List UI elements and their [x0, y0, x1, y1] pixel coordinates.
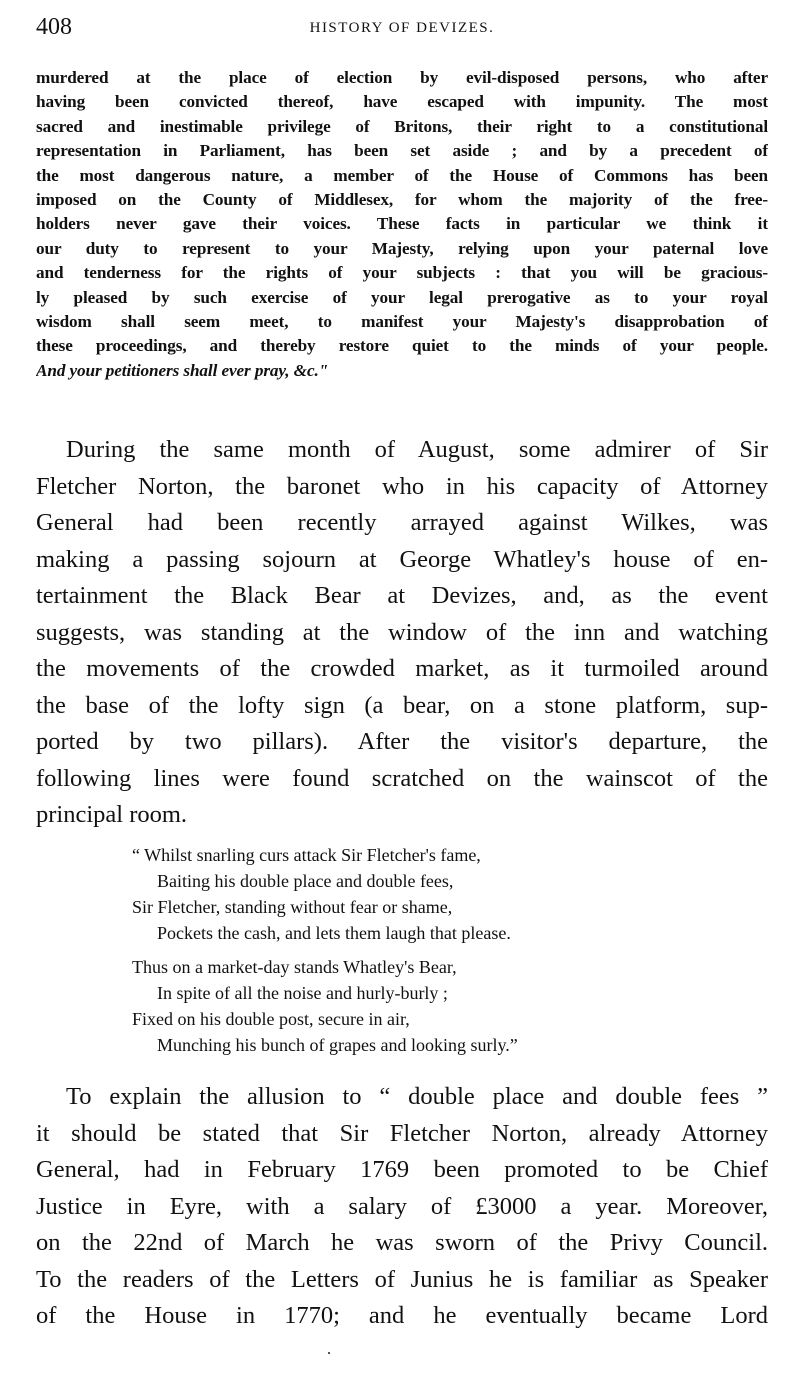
text-line: During the same month of August, some admirer of Sir [66, 436, 768, 463]
text-line: following lines were found scratched on the wainscot of the [36, 764, 768, 792]
text-line: suggests, was standing at the window of the inn and watching [36, 618, 768, 646]
verse-line: Baiting his double place and double fees, [157, 871, 454, 891]
verse-line: “ Whilst snarling curs attack Sir Fletcher's fame, [132, 845, 481, 865]
running-title: HISTORY OF DEVIZES. [309, 20, 495, 36]
text-line: tertainment the Black Bear at Devizes, and, as the event [36, 582, 768, 609]
scan-speck [328, 1352, 330, 1354]
verse-line: Thus on a market-day stands Whatley's Bear, [132, 957, 457, 977]
text-line: the most dangerous nature, a member of the House of Commons has been [36, 165, 768, 185]
text-line: General had been recently arrayed against Wilkes, was [36, 509, 768, 536]
text-line: sacred and inestimable privilege of Britons, their right to a constitutional [36, 116, 768, 136]
text-line: murdered at the place of election by evil-disposed persons, who after [36, 68, 768, 87]
verse-line: Munching his bunch of grapes and looking surly.” [157, 1035, 518, 1055]
stanza-break [132, 946, 692, 954]
text-line: holders never gave their voices. These facts in particular we think it [36, 214, 768, 234]
text-line: ly pleased by such exercise of your legal prerogative as to your royal [36, 287, 768, 307]
text-line: of the House in 1770; and he eventually became Lord [36, 1302, 768, 1329]
text-line: Justice in Eyre, with a salary of £3000 a year. Moreover, [36, 1192, 768, 1220]
text-line: General, had in February 1769 been promoted to be Chief [36, 1156, 768, 1183]
text-line: ported by two pillars). After the visitor's departure, the [36, 728, 768, 755]
text-line: the base of the lofty sign (a bear, on a stone platform, sup- [36, 691, 768, 719]
text-line: and tenderness for the rights of your subjects : that you will be gracious- [36, 263, 768, 283]
text-line: the movements of the crowded market, as it turmoiled around [36, 655, 768, 682]
petition-closing-line: And your petitioners shall ever pray, &c." [36, 360, 329, 380]
text-line: To the readers of the Letters of Junius he is familiar as Speaker [36, 1265, 768, 1293]
text-line: To explain the allusion to “ double place and double fees ” [66, 1083, 768, 1110]
text-line: imposed on the County of Middlesex, for whom the majority of the free- [36, 189, 768, 209]
petition-quote [36, 66, 768, 383]
verse-line: In spite of all the noise and hurly-burly ; [157, 983, 448, 1003]
text-line: it should be stated that Sir Fletcher Norton, already Attorney [36, 1119, 768, 1147]
text-line: on the 22nd of March he was sworn of the Privy Council. [36, 1229, 768, 1256]
text-line: wisdom shall seem meet, to manifest your Majesty's disapprobation of [36, 311, 768, 331]
verse-line: Fixed on his double post, secure in air, [132, 1009, 410, 1029]
text-line: these proceedings, and thereby restore quiet to the minds of your people. [36, 336, 768, 356]
text-line: making a passing sojourn at George Whatley's house of en- [36, 545, 768, 573]
paragraph-norton [36, 1079, 768, 1335]
verse-inscription [132, 842, 692, 1058]
verse-line: Sir Fletcher, standing without fear or shame, [132, 897, 453, 917]
page-number: 408 [36, 14, 72, 40]
text-line: principal room. [36, 801, 188, 828]
text-line: our duty to represent to your Majesty, relying upon your paternal love [36, 238, 768, 258]
verse-line: Pockets the cash, and lets them laugh that please. [157, 923, 511, 943]
paragraph-whatley-bear [36, 432, 768, 834]
text-line: Fletcher Norton, the baronet who in his capacity of Attorney [36, 472, 768, 500]
text-line: having been convicted thereof, have escaped with impunity. The most [36, 92, 768, 112]
page-header [36, 14, 768, 44]
text-line: representation in Parliament, has been set aside ; and by a precedent of [36, 141, 768, 161]
